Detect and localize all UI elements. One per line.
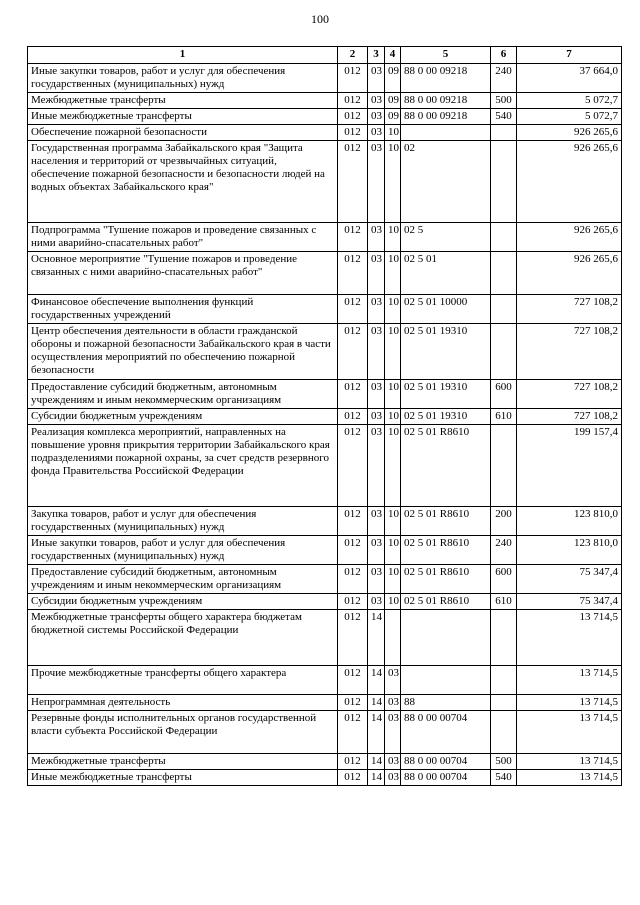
table-row [28, 141, 622, 223]
row-target-article: 02 5 01 R8610 [401, 565, 491, 594]
row-expense-type [491, 610, 517, 666]
row-expense-type [491, 711, 517, 754]
row-subsection-code: 09 [385, 93, 401, 109]
row-target-article [401, 610, 491, 666]
row-amount: 199 157,4 [517, 425, 622, 507]
row-name: Основное мероприятие "Тушение пожаров и проведение связанных с ними аварийно-спасательных работ" [28, 252, 338, 295]
row-subsection-code: 03 [385, 666, 401, 695]
row-target-article: 88 0 00 09218 [401, 64, 491, 93]
row-grbs-code: 012 [338, 770, 368, 786]
row-subsection-code: 10 [385, 536, 401, 565]
row-grbs-code: 012 [338, 93, 368, 109]
row-grbs-code: 012 [338, 223, 368, 252]
row-section-code: 03 [368, 409, 385, 425]
row-section-code: 03 [368, 324, 385, 380]
table-row [28, 754, 622, 770]
row-name: Государственная программа Забайкальского края "Защита населения и территорий от чрезвычайных ситуаций, обеспечение пожарной безопасности и безопасности людей на водных объектах Забайкальского края" [28, 141, 338, 223]
row-subsection-code: 09 [385, 64, 401, 93]
row-section-code: 03 [368, 125, 385, 141]
row-target-article: 88 0 00 00704 [401, 770, 491, 786]
row-expense-type [491, 324, 517, 380]
row-section-code: 14 [368, 754, 385, 770]
row-name: Иные закупки товаров, работ и услуг для обеспечения государственных (муниципальных) нужд [28, 536, 338, 565]
row-name: Финансовое обеспечение выполнения функций государственных учреждений [28, 295, 338, 324]
row-section-code: 14 [368, 711, 385, 754]
row-section-code: 14 [368, 666, 385, 695]
row-subsection-code: 10 [385, 565, 401, 594]
row-name: Центр обеспечения деятельности в области гражданской обороны и пожарной безопасности Забайкальского края в части осуществления мероприятий по обеспечению пожарной безопасности [28, 324, 338, 380]
row-grbs-code: 012 [338, 125, 368, 141]
row-target-article: 02 5 [401, 223, 491, 252]
row-expense-type [491, 223, 517, 252]
row-target-article [401, 666, 491, 695]
header-col-7: 7 [517, 47, 622, 64]
row-amount: 926 265,6 [517, 223, 622, 252]
budget-table [27, 46, 622, 786]
row-amount: 5 072,7 [517, 109, 622, 125]
row-expense-type [491, 425, 517, 507]
row-section-code: 14 [368, 610, 385, 666]
row-subsection-code: 03 [385, 770, 401, 786]
row-expense-type: 240 [491, 536, 517, 565]
row-name: Предоставление субсидий бюджетным, автономным учреждениям и иным некоммерческим организациям [28, 565, 338, 594]
row-amount: 123 810,0 [517, 536, 622, 565]
row-amount: 13 714,5 [517, 754, 622, 770]
row-grbs-code: 012 [338, 711, 368, 754]
row-expense-type: 200 [491, 507, 517, 536]
row-section-code: 14 [368, 695, 385, 711]
row-grbs-code: 012 [338, 536, 368, 565]
table-row [28, 507, 622, 536]
table-row [28, 666, 622, 695]
row-subsection-code: 10 [385, 324, 401, 380]
row-name: Реализация комплекса мероприятий, направленных на повышение уровня прикрытия территории Забайкальского края подразделениями пожарной охраны, за счет средств резервного фонда Правительства Российской Федерации [28, 425, 338, 507]
page-number: 100 [311, 12, 329, 26]
row-subsection-code: 03 [385, 695, 401, 711]
row-target-article: 88 0 00 09218 [401, 93, 491, 109]
row-target-article: 02 5 01 19310 [401, 324, 491, 380]
row-target-article: 88 0 00 00704 [401, 754, 491, 770]
row-grbs-code: 012 [338, 409, 368, 425]
row-section-code: 03 [368, 565, 385, 594]
row-name: Иные межбюджетные трансферты [28, 109, 338, 125]
row-grbs-code: 012 [338, 109, 368, 125]
row-subsection-code: 10 [385, 425, 401, 507]
row-expense-type: 500 [491, 754, 517, 770]
row-subsection-code: 10 [385, 125, 401, 141]
table-row [28, 295, 622, 324]
row-section-code: 03 [368, 380, 385, 409]
table-row [28, 536, 622, 565]
row-subsection-code: 10 [385, 141, 401, 223]
row-amount: 926 265,6 [517, 125, 622, 141]
row-grbs-code: 012 [338, 64, 368, 93]
table-row [28, 324, 622, 380]
row-grbs-code: 012 [338, 594, 368, 610]
row-grbs-code: 012 [338, 380, 368, 409]
row-name: Обеспечение пожарной безопасности [28, 125, 338, 141]
row-amount: 727 108,2 [517, 324, 622, 380]
row-section-code: 03 [368, 295, 385, 324]
row-expense-type: 600 [491, 380, 517, 409]
row-grbs-code: 012 [338, 425, 368, 507]
header-col-6: 6 [491, 47, 517, 64]
row-grbs-code: 012 [338, 754, 368, 770]
table-body [28, 64, 622, 786]
row-grbs-code: 012 [338, 252, 368, 295]
row-expense-type: 540 [491, 109, 517, 125]
row-amount: 123 810,0 [517, 507, 622, 536]
table-row [28, 695, 622, 711]
row-subsection-code: 10 [385, 295, 401, 324]
row-expense-type [491, 695, 517, 711]
table-row [28, 93, 622, 109]
table-row [28, 380, 622, 409]
row-section-code: 03 [368, 425, 385, 507]
row-subsection-code: 03 [385, 711, 401, 754]
row-subsection-code: 09 [385, 109, 401, 125]
row-target-article: 02 5 01 R8610 [401, 594, 491, 610]
row-grbs-code: 012 [338, 565, 368, 594]
row-target-article [401, 125, 491, 141]
row-grbs-code: 012 [338, 141, 368, 223]
row-expense-type [491, 141, 517, 223]
row-amount: 727 108,2 [517, 409, 622, 425]
table-row [28, 409, 622, 425]
row-amount: 926 265,6 [517, 141, 622, 223]
table-row [28, 109, 622, 125]
row-section-code: 03 [368, 109, 385, 125]
row-name: Межбюджетные трансферты общего характера бюджетам бюджетной системы Российской Федерации [28, 610, 338, 666]
row-name: Предоставление субсидий бюджетным, автономным учреждениям и иным некоммерческим организациям [28, 380, 338, 409]
row-amount: 13 714,5 [517, 770, 622, 786]
table-row [28, 610, 622, 666]
row-section-code: 03 [368, 594, 385, 610]
row-amount: 13 714,5 [517, 666, 622, 695]
row-name: Резервные фонды исполнительных органов государственной власти субъекта Российской Федерации [28, 711, 338, 754]
row-section-code: 03 [368, 93, 385, 109]
row-amount: 727 108,2 [517, 295, 622, 324]
row-name: Субсидии бюджетным учреждениям [28, 594, 338, 610]
row-subsection-code: 10 [385, 594, 401, 610]
row-name: Межбюджетные трансферты [28, 93, 338, 109]
header-col-3: 3 [368, 47, 385, 64]
row-amount: 13 714,5 [517, 695, 622, 711]
row-name: Субсидии бюджетным учреждениям [28, 409, 338, 425]
table-row [28, 425, 622, 507]
row-grbs-code: 012 [338, 695, 368, 711]
row-expense-type [491, 666, 517, 695]
row-grbs-code: 012 [338, 610, 368, 666]
row-name: Иные межбюджетные трансферты [28, 770, 338, 786]
row-target-article: 02 5 01 R8610 [401, 425, 491, 507]
row-grbs-code: 012 [338, 666, 368, 695]
row-grbs-code: 012 [338, 324, 368, 380]
row-target-article: 02 5 01 R8610 [401, 507, 491, 536]
header-col-4: 4 [385, 47, 401, 64]
header-col-2: 2 [338, 47, 368, 64]
row-target-article: 88 0 00 00704 [401, 711, 491, 754]
row-target-article: 02 5 01 19310 [401, 409, 491, 425]
row-grbs-code: 012 [338, 507, 368, 536]
row-expense-type [491, 252, 517, 295]
row-name: Межбюджетные трансферты [28, 754, 338, 770]
header-col-1: 1 [28, 47, 338, 64]
row-amount: 926 265,6 [517, 252, 622, 295]
row-expense-type: 610 [491, 594, 517, 610]
row-target-article: 02 5 01 19310 [401, 380, 491, 409]
table-row [28, 565, 622, 594]
row-target-article: 02 5 01 [401, 252, 491, 295]
row-subsection-code: 03 [385, 754, 401, 770]
row-expense-type: 500 [491, 93, 517, 109]
table-row [28, 770, 622, 786]
row-section-code: 03 [368, 141, 385, 223]
row-subsection-code: 10 [385, 409, 401, 425]
row-amount: 727 108,2 [517, 380, 622, 409]
row-amount: 13 714,5 [517, 610, 622, 666]
table-row [28, 223, 622, 252]
row-amount: 75 347,4 [517, 594, 622, 610]
row-amount: 13 714,5 [517, 711, 622, 754]
row-subsection-code: 10 [385, 252, 401, 295]
row-name: Непрограммная деятельность [28, 695, 338, 711]
table-row [28, 64, 622, 93]
row-expense-type: 600 [491, 565, 517, 594]
row-section-code: 03 [368, 64, 385, 93]
row-grbs-code: 012 [338, 295, 368, 324]
row-expense-type: 610 [491, 409, 517, 425]
row-subsection-code: 10 [385, 223, 401, 252]
row-name: Прочие межбюджетные трансферты общего характера [28, 666, 338, 695]
row-subsection-code [385, 610, 401, 666]
row-section-code: 03 [368, 507, 385, 536]
row-target-article: 02 5 01 10000 [401, 295, 491, 324]
table-header-row [28, 47, 622, 64]
table-row [28, 252, 622, 295]
row-name: Закупка товаров, работ и услуг для обеспечения государственных (муниципальных) нужд [28, 507, 338, 536]
table-row [28, 594, 622, 610]
row-target-article: 88 [401, 695, 491, 711]
row-subsection-code: 10 [385, 507, 401, 536]
row-target-article: 88 0 00 09218 [401, 109, 491, 125]
row-target-article: 02 5 01 R8610 [401, 536, 491, 565]
row-section-code: 03 [368, 223, 385, 252]
row-amount: 5 072,7 [517, 93, 622, 109]
row-expense-type [491, 295, 517, 324]
row-target-article: 02 [401, 141, 491, 223]
row-name: Иные закупки товаров, работ и услуг для обеспечения государственных (муниципальных) нужд [28, 64, 338, 93]
table-row [28, 125, 622, 141]
row-expense-type: 240 [491, 64, 517, 93]
header-col-5: 5 [401, 47, 491, 64]
table-row [28, 711, 622, 754]
row-section-code: 03 [368, 252, 385, 295]
row-amount: 75 347,4 [517, 565, 622, 594]
row-name: Подпрограмма "Тушение пожаров и проведение связанных с ними аварийно-спасательных работ" [28, 223, 338, 252]
row-subsection-code: 10 [385, 380, 401, 409]
row-section-code: 03 [368, 536, 385, 565]
row-amount: 37 664,0 [517, 64, 622, 93]
row-expense-type [491, 125, 517, 141]
row-section-code: 14 [368, 770, 385, 786]
row-expense-type: 540 [491, 770, 517, 786]
